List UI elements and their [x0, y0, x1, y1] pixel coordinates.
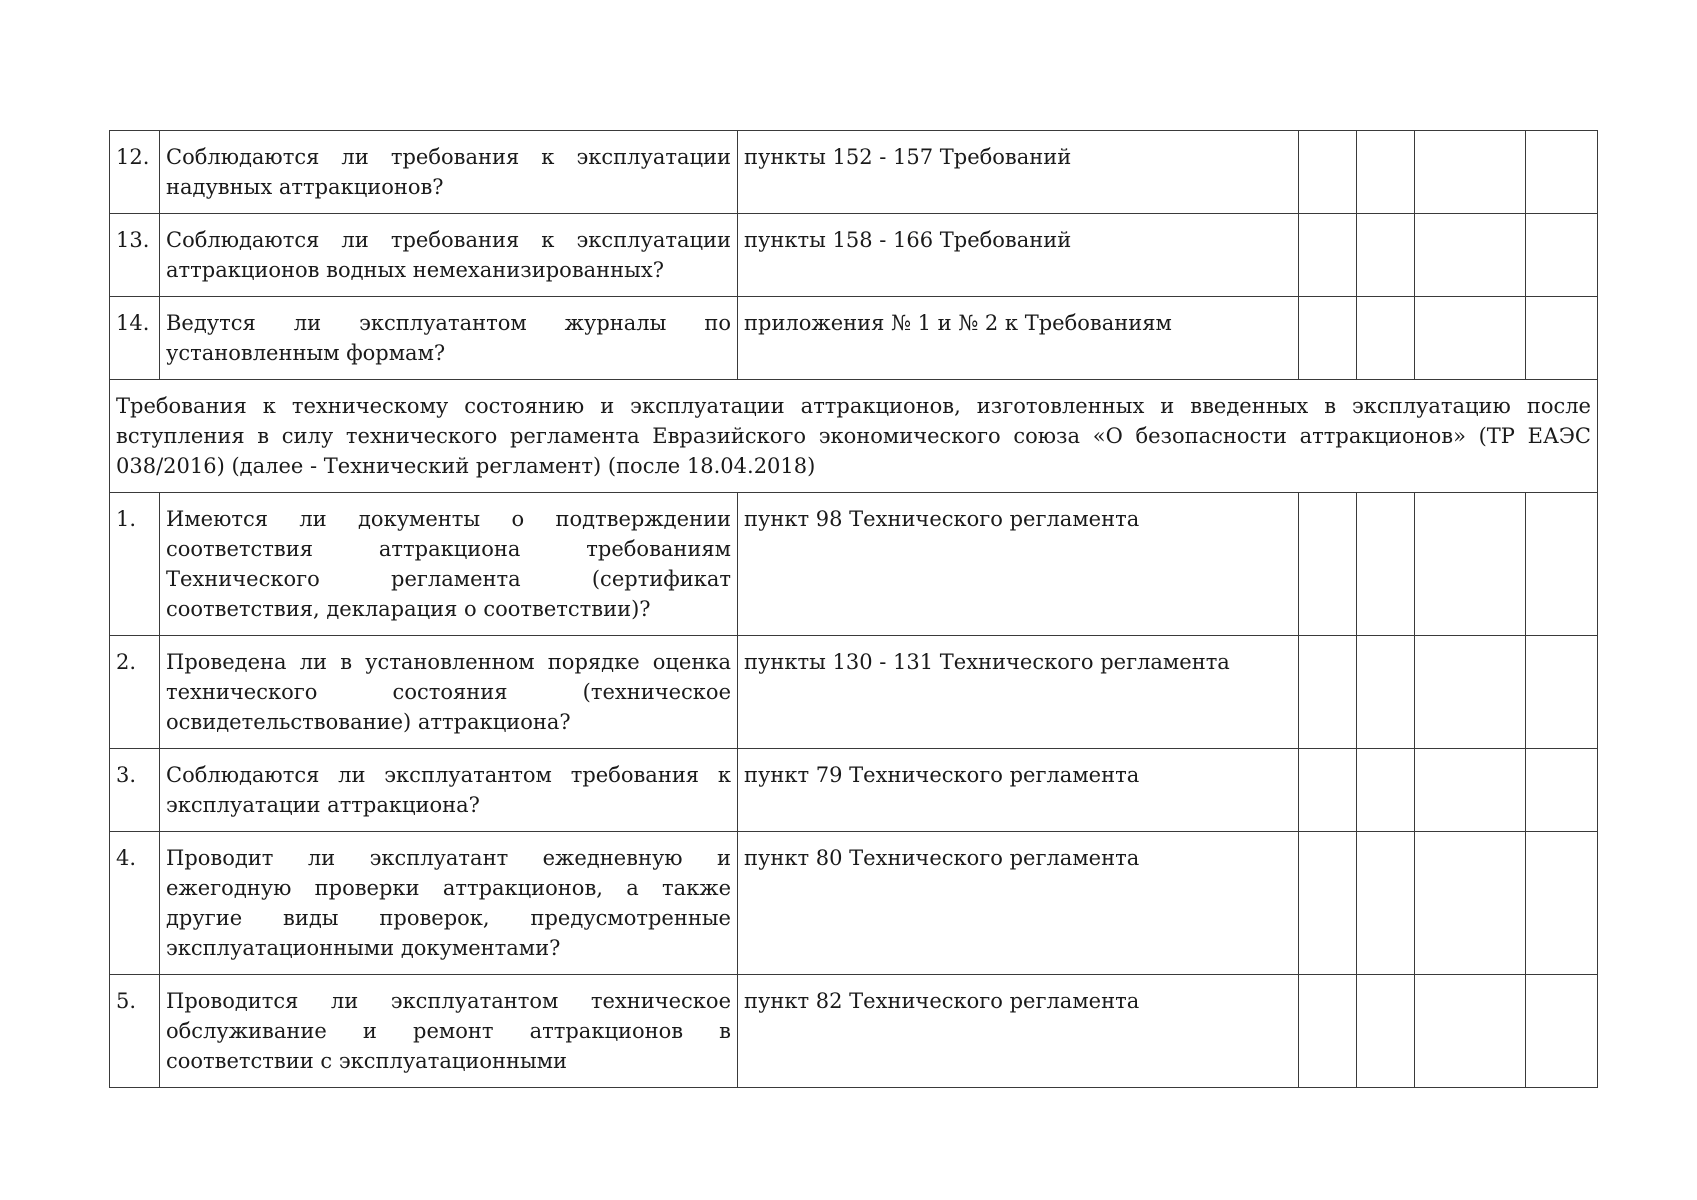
- row-number: 12.: [110, 131, 160, 214]
- table-row: [110, 832, 1598, 975]
- answer-no-cell[interactable]: [1357, 214, 1415, 297]
- table-row: [110, 749, 1598, 832]
- answer-no-cell[interactable]: [1357, 131, 1415, 214]
- row-question: Проводится ли эксплуатантом техническое обслуживание и ремонт аттракционов в соответствии с эксплуатационными: [160, 975, 738, 1088]
- note-cell[interactable]: [1526, 297, 1598, 380]
- answer-yes-cell[interactable]: [1299, 832, 1357, 975]
- answer-yes-cell[interactable]: [1299, 214, 1357, 297]
- answer-no-cell[interactable]: [1357, 832, 1415, 975]
- answer-yes-cell[interactable]: [1299, 131, 1357, 214]
- row-reference: пункты 130 - 131 Технического регламента: [738, 636, 1299, 749]
- answer-yes-cell[interactable]: [1299, 749, 1357, 832]
- note-cell[interactable]: [1526, 749, 1598, 832]
- note-cell[interactable]: [1526, 832, 1598, 975]
- note-cell[interactable]: [1526, 975, 1598, 1088]
- table-row: [110, 975, 1598, 1088]
- row-reference: пункты 152 - 157 Требований: [738, 131, 1299, 214]
- table-row: [110, 493, 1598, 636]
- note-cell[interactable]: [1526, 636, 1598, 749]
- answer-yes-cell[interactable]: [1299, 636, 1357, 749]
- row-question: Соблюдаются ли требования к эксплуатации надувных аттракционов?: [160, 131, 738, 214]
- row-number: 14.: [110, 297, 160, 380]
- answer-na-cell[interactable]: [1415, 214, 1526, 297]
- answer-yes-cell[interactable]: [1299, 297, 1357, 380]
- row-number: 13.: [110, 214, 160, 297]
- row-number: 5.: [110, 975, 160, 1088]
- answer-na-cell[interactable]: [1415, 493, 1526, 636]
- row-reference: пункт 80 Технического регламента: [738, 832, 1299, 975]
- answer-na-cell[interactable]: [1415, 975, 1526, 1088]
- table-row: [110, 131, 1598, 214]
- note-cell[interactable]: [1526, 214, 1598, 297]
- checklist-table: [109, 130, 1598, 1088]
- row-reference: приложения № 1 и № 2 к Требованиям: [738, 297, 1299, 380]
- answer-na-cell[interactable]: [1415, 749, 1526, 832]
- row-reference: пункт 79 Технического регламента: [738, 749, 1299, 832]
- row-question: Соблюдаются ли эксплуатантом требования к эксплуатации аттракциона?: [160, 749, 738, 832]
- answer-na-cell[interactable]: [1415, 832, 1526, 975]
- answer-yes-cell[interactable]: [1299, 493, 1357, 636]
- row-reference: пункты 158 - 166 Требований: [738, 214, 1299, 297]
- table-row: [110, 214, 1598, 297]
- section-heading-row: [110, 380, 1598, 493]
- answer-no-cell[interactable]: [1357, 636, 1415, 749]
- row-question: Имеются ли документы о подтверждении соответствия аттракциона требованиям Технического регламента (сертификат соответствия, декларация о соответствии)?: [160, 493, 738, 636]
- note-cell[interactable]: [1526, 493, 1598, 636]
- answer-na-cell[interactable]: [1415, 297, 1526, 380]
- answer-no-cell[interactable]: [1357, 297, 1415, 380]
- table-row: [110, 636, 1598, 749]
- answer-no-cell[interactable]: [1357, 493, 1415, 636]
- row-reference: пункт 98 Технического регламента: [738, 493, 1299, 636]
- answer-na-cell[interactable]: [1415, 636, 1526, 749]
- row-question: Проводит ли эксплуатант ежедневную и ежегодную проверки аттракционов, а также другие виды проверок, предусмотренные эксплуатационными документами?: [160, 832, 738, 975]
- row-question: Проведена ли в установленном порядке оценка технического состояния (техническое освидетельствование) аттракциона?: [160, 636, 738, 749]
- answer-yes-cell[interactable]: [1299, 975, 1357, 1088]
- table-row: [110, 297, 1598, 380]
- row-number: 3.: [110, 749, 160, 832]
- row-number: 4.: [110, 832, 160, 975]
- answer-na-cell[interactable]: [1415, 131, 1526, 214]
- row-reference: пункт 82 Технического регламента: [738, 975, 1299, 1088]
- answer-no-cell[interactable]: [1357, 749, 1415, 832]
- section-heading: Требования к техническому состоянию и эксплуатации аттракционов, изготовленных и введенных в эксплуатацию после вступления в силу технического регламента Евразийского экономического союза «О безопасности аттракционов» (ТР ЕАЭС 038/2016) (далее - Технический регламент) (после 18.04.2018): [110, 380, 1598, 493]
- row-number: 1.: [110, 493, 160, 636]
- note-cell[interactable]: [1526, 131, 1598, 214]
- row-number: 2.: [110, 636, 160, 749]
- row-question: Ведутся ли эксплуатантом журналы по установленным формам?: [160, 297, 738, 380]
- answer-no-cell[interactable]: [1357, 975, 1415, 1088]
- row-question: Соблюдаются ли требования к эксплуатации аттракционов водных немеханизированных?: [160, 214, 738, 297]
